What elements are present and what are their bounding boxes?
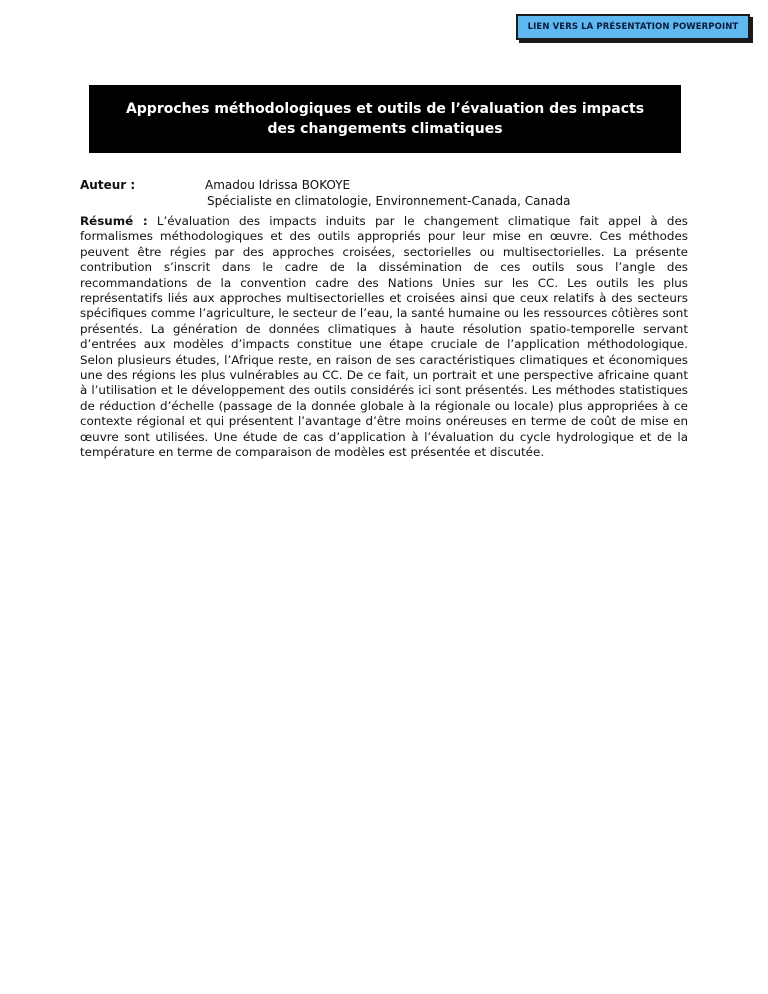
author-label: Auteur : [80,178,136,192]
abstract-label: Résumé : [80,214,148,228]
title-banner [89,85,681,153]
abstract-text: L’évaluation des impacts induits par le changement climatique fait appel à des formalismes méthodologiques et des outils appropriés pour leur mise en œuvre. Ces méthodes peuvent être régies par des approches croisées, sectorielles ou multisectorielles. La présente contribution s’inscrit dans le cadre de la dissémination de ces outils sous l’angle des recommandations de la convention cadre des Nations Unies sur les CC. Les outils les plus représentatifs liés aux approches multisectorielles et croisées ainsi que ceux relatifs à des secteurs spécifiques comme l’agriculture, le secteur de l’eau, la santé humaine ou les ressources côtières sont présentés. La génération de données climatiques à haute résolution spatio-temporelle servant d’entrées aux modèles d’impacts constitue une étape cruciale de l’application méthodologique. Selon plusieurs études, l’Afrique reste, en raison de ses caractéristiques climatiques et économiques une des régions les plus vulnérables au CC. De ce fait, un portrait et une perspective africaine quant à l’utilisation et le développement des outils considérés ici sont présentés. Les méthodes statistiques de réduction d’échelle (passage de la donnée globale à la régionale ou locale) plus appropriées à ce contexte régional et qui présentent l’avantage d’être moins onéreuses en terme de coût de mise en œuvre sont utilisées. Une étude de cas d’application à l’évaluation du cycle hydrologique et de la température en terme de comparaison de modèles est présentée et discutée. [80,214,688,460]
page-title: Approches méthodologiques et outils de l’évaluation des impacts des changements climatiques [125,101,645,137]
abstract-paragraph [80,214,688,461]
author-affiliation: Spécialiste en climatologie, Environnement-Canada, Canada [207,194,571,208]
author-name: Amadou Idrissa BOKOYE [205,178,351,192]
powerpoint-link-button[interactable]: LIEN VERS LA PRÉSENTATION POWERPOINT [516,14,750,40]
